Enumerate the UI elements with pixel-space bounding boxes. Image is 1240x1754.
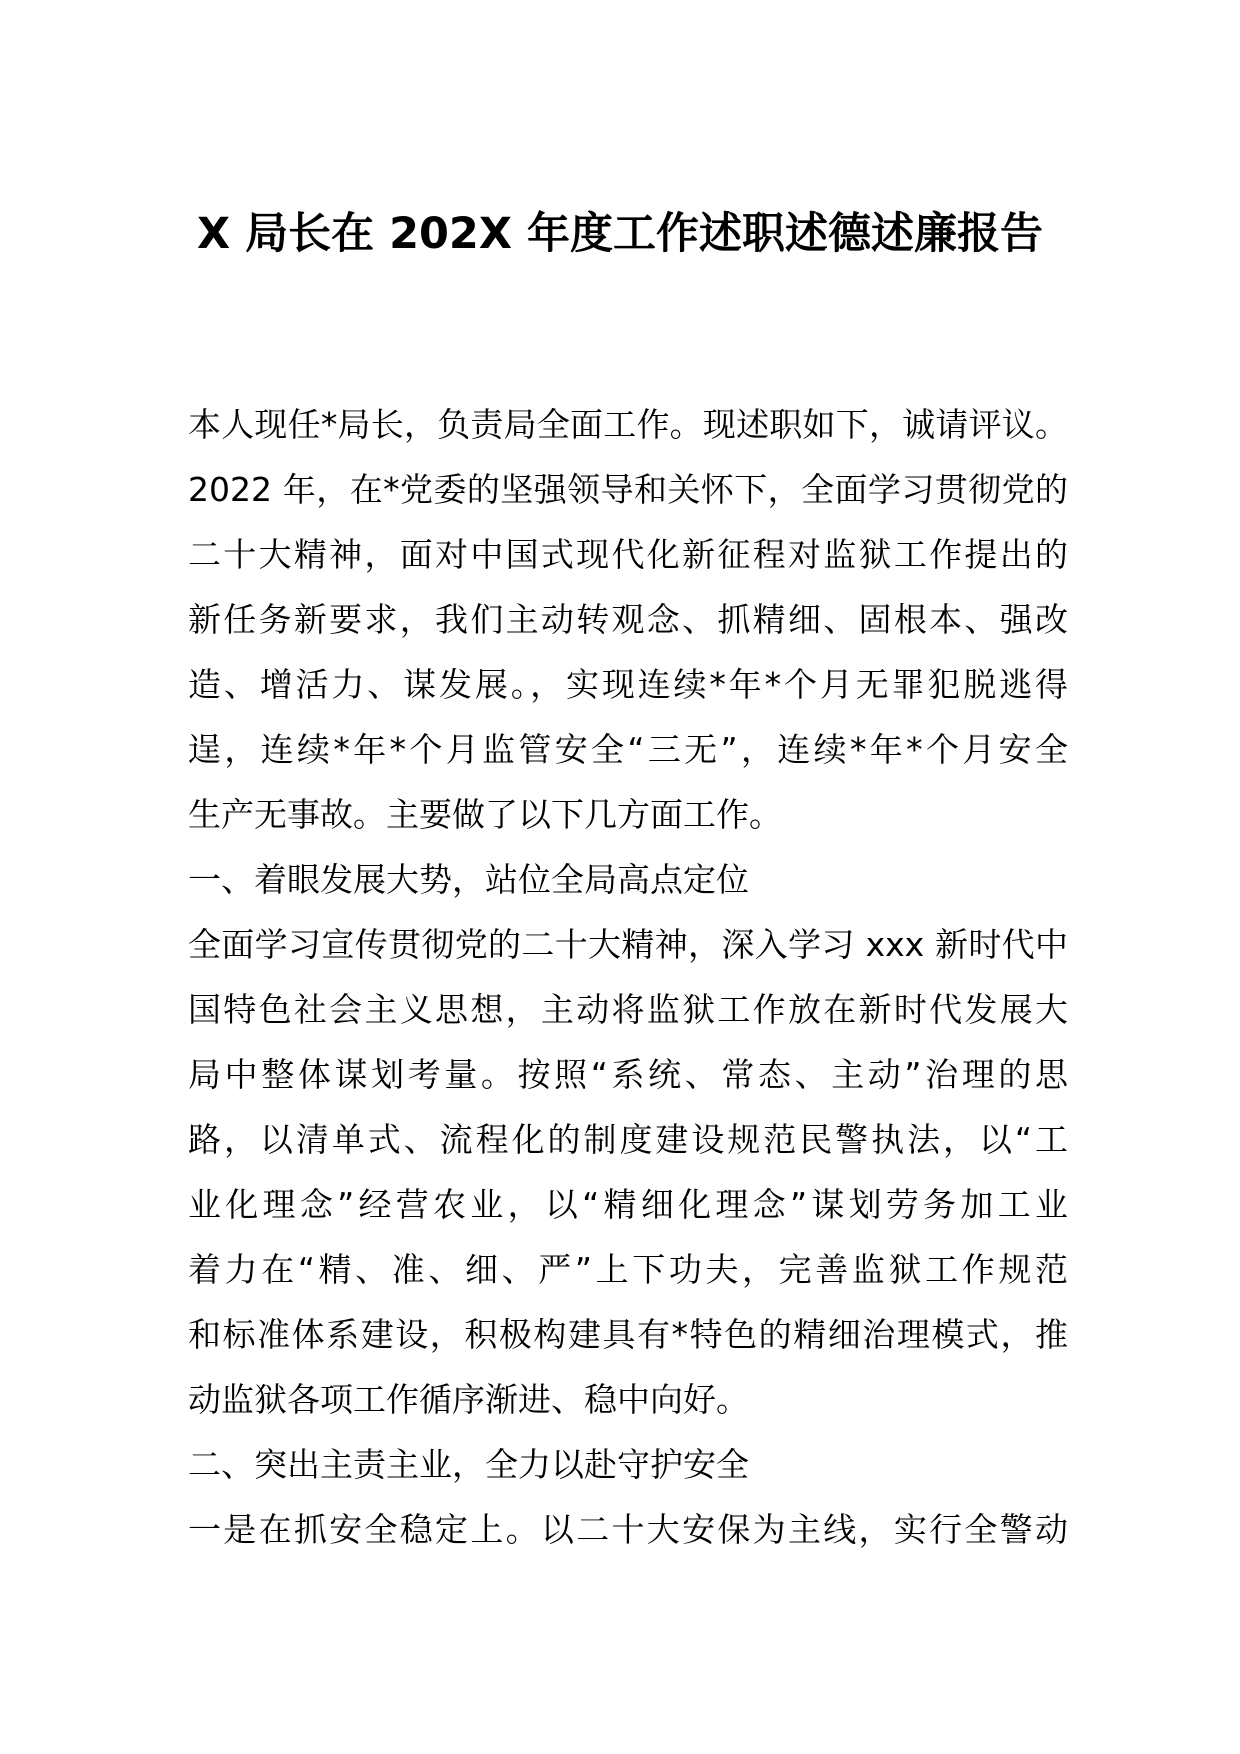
body-line: 局中整体谋划考量。按照“系统、常态、主动”治理的思 (188, 1055, 1068, 1094)
body-line: 二、突出主责主业，全力以赴守护安全 (188, 1445, 749, 1484)
document-title: X 局长在 202X 年度工作述职述德述廉报告 (197, 209, 1043, 259)
body-line: 着力在“精、准、细、严”上下功夫，完善监狱工作规范 (188, 1250, 1068, 1289)
body-line: 2022 年，在*党委的坚强领导和关怀下，全面学习贯彻党的 (188, 470, 1068, 509)
body-line: 国特色社会主义思想，主动将监狱工作放在新时代发展大 (188, 990, 1068, 1029)
document-body (188, 392, 1068, 1562)
body-line: 生产无事故。主要做了以下几方面工作。 (188, 795, 782, 834)
body-line: 业化理念”经营农业，以“精细化理念”谋划劳务加工业 (188, 1185, 1068, 1224)
body-line: 路，以清单式、流程化的制度建设规范民警执法，以“工 (188, 1120, 1068, 1159)
body-line: 一、着眼发展大势，站位全局高点定位 (188, 860, 749, 899)
body-line: 新任务新要求，我们主动转观念、抓精细、固根本、强改 (188, 600, 1068, 639)
body-line: 和标准体系建设，积极构建具有*特色的精细治理模式，推 (188, 1315, 1068, 1354)
body-line: 一是在抓安全稳定上。以二十大安保为主线，实行全警动 (188, 1510, 1068, 1549)
body-line: 动监狱各项工作循序渐进、稳中向好。 (188, 1380, 749, 1419)
body-line: 逞，连续*年*个月监管安全“三无”，连续*年*个月安全 (188, 730, 1068, 769)
body-line: 本人现任*局长，负责局全面工作。现述职如下，诚请评议。 (188, 405, 1068, 444)
body-line: 二十大精神，面对中国式现代化新征程对监狱工作提出的 (188, 535, 1068, 574)
body-line: 造、增活力、谋发展。，实现连续*年*个月无罪犯脱逃得 (188, 665, 1068, 704)
body-line: 全面学习宣传贯彻党的二十大精神，深入学习 xxx 新时代中 (188, 925, 1068, 964)
